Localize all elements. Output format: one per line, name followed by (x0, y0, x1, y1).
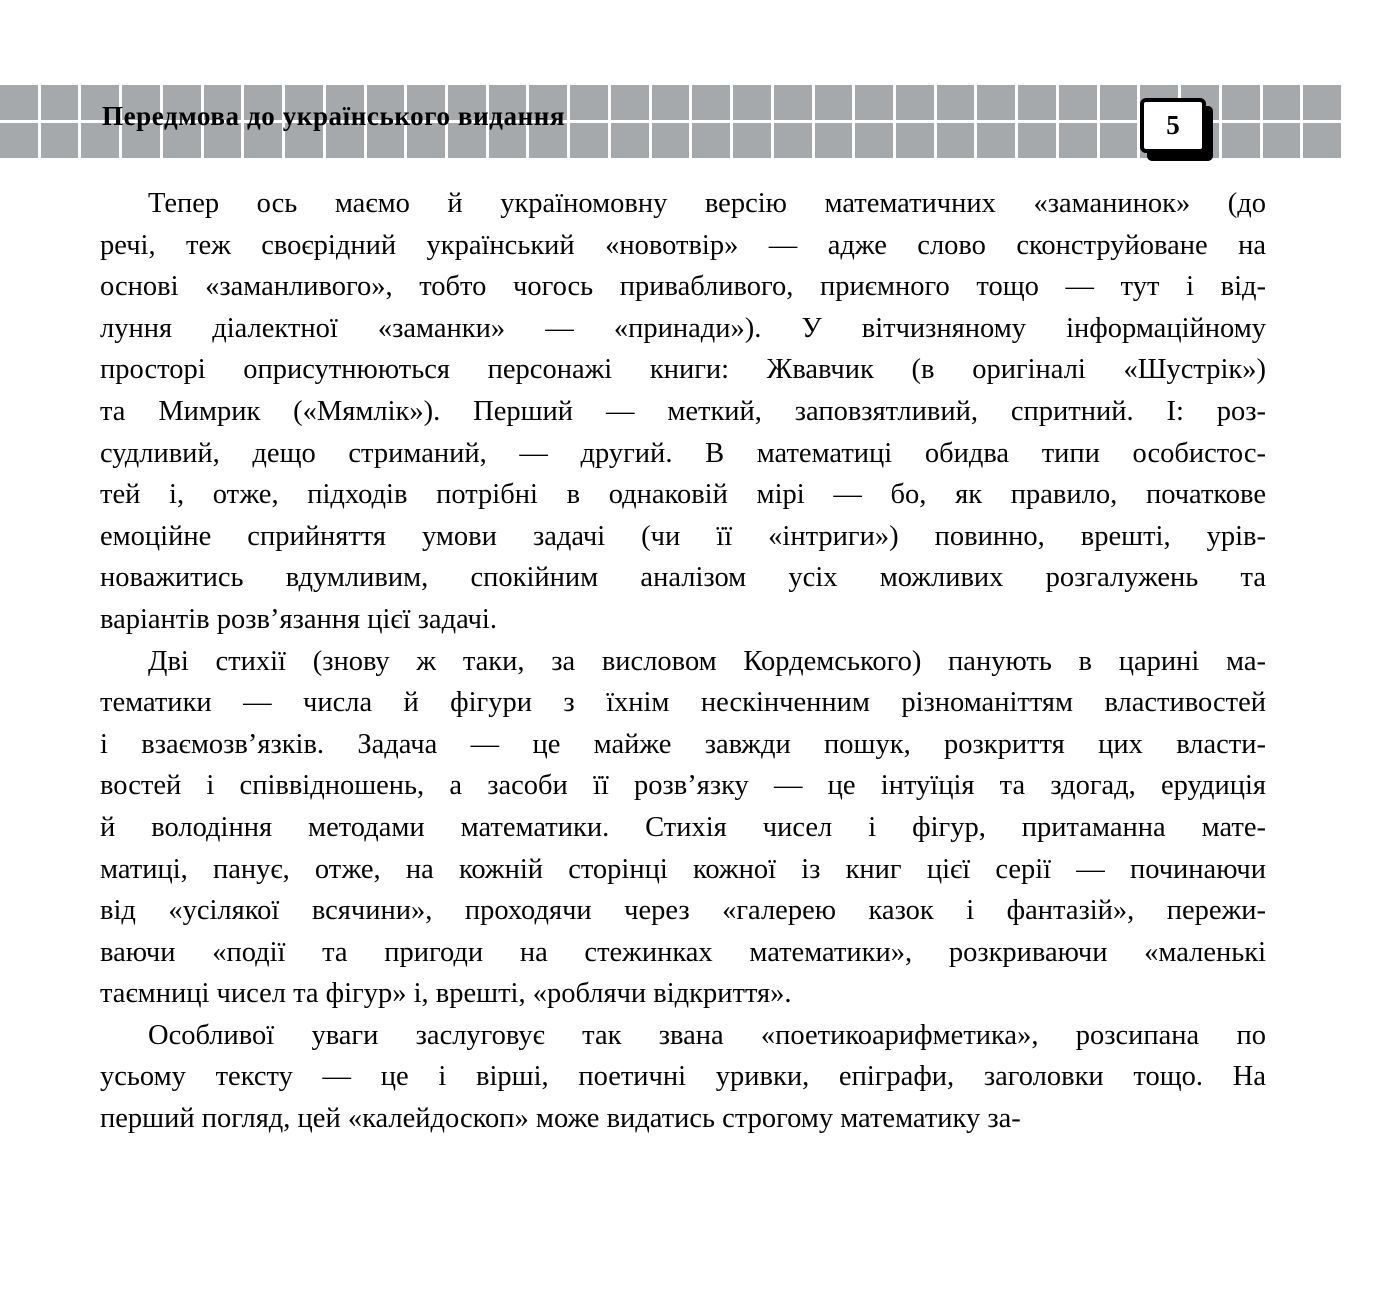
header-tile (733, 85, 771, 120)
body-paragraph (100, 1015, 1266, 1140)
body-line: Особливої уваги заслуговує так звана «поетикоарифметика», розсипана по (148, 1019, 1266, 1051)
header-tile (774, 85, 812, 120)
header-tile (1303, 85, 1341, 120)
body-paragraph (100, 183, 1266, 641)
body-line: новажитись вдумливим, спокійним аналізом усіх можливих розгалужень та (100, 562, 1266, 594)
body-line: таємниці чисел та фігур» і, врешті, «роблячи відкриття». (100, 978, 792, 1010)
header-tile (570, 85, 608, 120)
header-tile (652, 85, 690, 120)
body-line: й володіння методами математики. Стихія чисел і фігур, притаманна мате- (100, 811, 1266, 843)
body-line: емоційне сприйняття умови задачі (чи її «інтриги») повинно, врешті, урів- (100, 520, 1266, 552)
header-tile (0, 123, 38, 158)
header-tile (1018, 123, 1056, 158)
header-tile (1059, 123, 1097, 158)
page-number-value: 5 (1166, 110, 1180, 140)
body-line: судливий, дещо стриманий, — другий. В математиці обидва типи особистос- (100, 437, 1266, 469)
body-line: і взаємозв’язків. Задача — це майже завжди пошук, розкриття цих власти- (100, 728, 1266, 760)
header-tile (652, 123, 690, 158)
header-tile (41, 123, 79, 158)
running-header-title: Передмова до українського видання (102, 101, 566, 131)
body-line: усьому тексту — це і вірші, поетичні уривки, епіграфи, заголовки тощо. На (100, 1061, 1266, 1093)
header-tile (1018, 85, 1056, 120)
header-tile (1100, 123, 1138, 158)
body-line: основі «заманливого», тобто чогось привабливого, приємного тощо — тут і від- (100, 271, 1266, 303)
body-line: речі, теж своєрідний український «новотвір» — адже слово сконструйоване на (100, 229, 1266, 261)
header-tile (896, 85, 934, 120)
page-number-plate (1140, 98, 1206, 153)
body-line: востей і співвідношень, а засоби її розв’язку — це інтуїція та здогад, ерудиція (100, 770, 1266, 802)
header-tile (41, 85, 79, 120)
body-line: ваючи «події та пригоди на стежинках математики», розкриваючи «маленькі (100, 936, 1266, 968)
header-tile (1222, 123, 1260, 158)
header-tile (733, 123, 771, 158)
body-line: просторі оприсутнюються персонажі книги: Жвавчик (в оригіналі «Шустрік») (100, 354, 1266, 386)
header-tile (815, 85, 853, 120)
header-tile (0, 85, 38, 120)
body-line: варіантів розв’язання цієї задачі. (100, 603, 497, 635)
header-tile (977, 123, 1015, 158)
header-tile (855, 85, 893, 120)
body-line: луння діалектної «заманки» — «принади»). У вітчизняному інформаційному (100, 312, 1266, 344)
header-tile (937, 85, 975, 120)
header-tile (1100, 85, 1138, 120)
page-number-box (1140, 98, 1206, 153)
header-tile (1059, 85, 1097, 120)
header-tile (1303, 123, 1341, 158)
header-tile (977, 85, 1015, 120)
header-tile (774, 123, 812, 158)
header-tile (1263, 85, 1301, 120)
header-tile (1263, 123, 1301, 158)
body-line: матиці, панує, отже, на кожній сторінці кожної із книг цієї серії — починаючи (100, 853, 1266, 885)
body-paragraph (100, 641, 1266, 1015)
header-tile (855, 123, 893, 158)
body-line: тематики — числа й фігури з їхнім нескінченним різноманіттям властивостей (100, 687, 1266, 719)
body-line: від «усілякої всячини», проходячи через «галерею казок і фантазій», пережи- (100, 895, 1266, 927)
header-tile (1222, 85, 1260, 120)
header-tile (815, 123, 853, 158)
body-line: та Мимрик («Мямлік»). Перший — меткий, заповзятливий, спритний. І: роз- (100, 395, 1266, 427)
header-tile (611, 123, 649, 158)
header-tile (896, 123, 934, 158)
body-line: перший погляд, цей «калейдоскоп» може видатись строгому математику за- (100, 1103, 1021, 1135)
body-line: тей і, отже, підходів потрібні в однаковій мірі — бо, як правило, початкове (100, 479, 1266, 511)
header-tile (611, 85, 649, 120)
header-tile (692, 123, 730, 158)
body-text-column (100, 183, 1266, 1140)
body-line: Дві стихії (знову ж таки, за висловом Кордемського) панують в царині ма- (148, 645, 1266, 677)
body-line: Тепер ось маємо й україномовну версію математичних «заманинок» (до (148, 188, 1266, 219)
header-tile (937, 123, 975, 158)
header-tile (570, 123, 608, 158)
header-tile (692, 85, 730, 120)
